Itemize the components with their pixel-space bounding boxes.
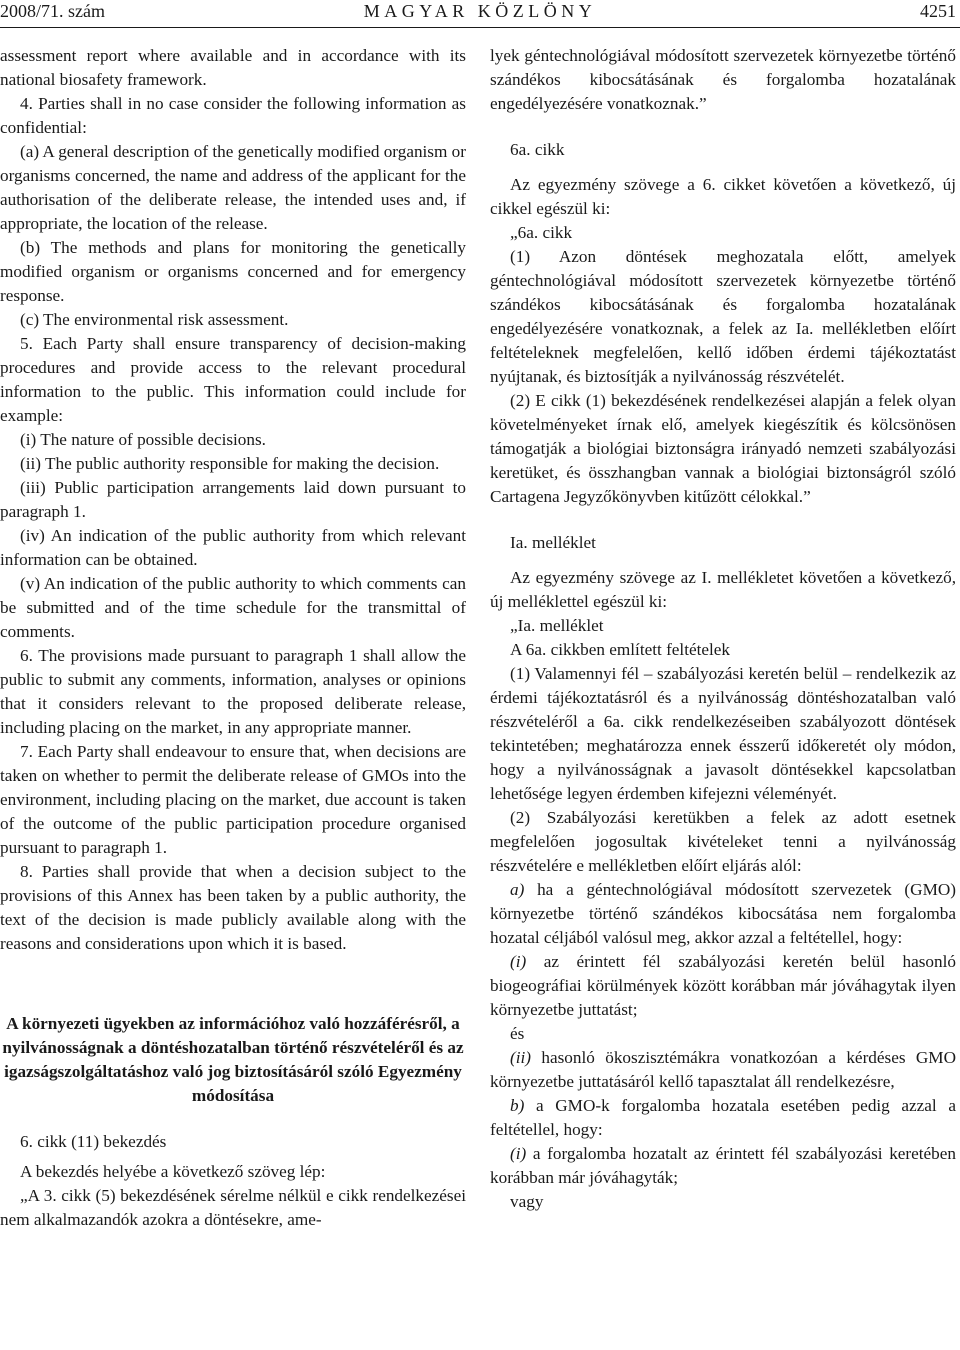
paragraph: (a) A general description of the genetically modified organism or organisms concerned, the name and address of the applicant for the authorisation of the deliberate release, the intended uses and, if appropriate, the location of the release. bbox=[0, 142, 466, 233]
item-text: a forgalomba hozatalt az érintett fél szabályozási keretében korábban már jóváhagyták; bbox=[490, 1144, 956, 1187]
paragraph bbox=[490, 1046, 956, 1094]
article-title: 6a. cikk bbox=[510, 140, 565, 159]
paragraph: (iii) Public participation arrangements laid down pursuant to paragraph 1. bbox=[0, 478, 466, 521]
paragraph: és bbox=[510, 1024, 525, 1043]
paragraph: (2) E cikk (1) bekezdésének rendelkezései alapján a felek olyan követelményeket írnak elő, amelyek kiegészítik és kölcsönösen támogatják a biológiai biztonságra irányadó nemzeti szabályozási keretüket, és összhangban vannak a biológiai biztonságról szóló Cartagena Jegyzőkönyvben kitűzött célokkal.” bbox=[490, 391, 956, 506]
paragraph: 6. cikk (11) bekezdés bbox=[20, 1132, 167, 1151]
paragraph: 5. Each Party shall ensure transparency of decision-making procedures and provide access to the relevant procedural information to the public. This information could include for example: bbox=[0, 334, 466, 425]
paragraph: (1) Azon döntések meghozatala előtt, amelyek géntechnológiával módosított szervezetek környezetbe történő szándékos kibocsátásának és forgalomba hozatalának engedélyezésére vonatkoznak, a felek az Ia. mellékletben előírt feltételeknek megfelelően, kellő időben érdemi tájékoztatást nyújtanak, és biztosítják a nyilvánosság részvételét. bbox=[490, 247, 956, 386]
right-column bbox=[490, 44, 956, 1214]
item-text: hasonló ökoszisztémákra vonatkozóan a kérdéses GMO környezetbe juttatásáról kellő tapasztalat áll rendelkezésre, bbox=[490, 1048, 956, 1091]
paragraph: (b) The methods and plans for monitoring the genetically modified organism or organisms concerned and for emergency response. bbox=[0, 238, 466, 305]
paragraph: assessment report where available and in accordance with its national biosafety framework. bbox=[0, 46, 466, 89]
paragraph: vagy bbox=[510, 1192, 544, 1211]
paragraph: A bekezdés helyébe a következő szöveg lép: bbox=[20, 1162, 326, 1181]
paragraph: „Ia. melléklet bbox=[510, 616, 604, 635]
item-text: a GMO-k forgalomba hozatala esetében pedig azzal a feltétellel, hogy: bbox=[490, 1096, 956, 1139]
left-column bbox=[0, 44, 466, 1232]
paragraph: (ii) The public authority responsible for making the decision. bbox=[20, 454, 440, 473]
section-heading: A környezeti ügyekben az információhoz való hozzáférésről, a nyilvánosságnak a döntéshozatalban történő részvételéről és az igazságszolgáltatáshoz való jog biztosításáról szóló Egyezmény módosítása bbox=[2, 1014, 464, 1105]
paragraph: 6. The provisions made pursuant to paragraph 1 shall allow the public to submit any comments, information, analyses or opinions that it considers relevant to the proposed deliberate release, including placing on the market, in any appropriate manner. bbox=[0, 646, 466, 737]
paragraph: Az egyezmény szövege a 6. cikket követően a következő, új cikkel egészül ki: bbox=[490, 175, 956, 218]
paragraph bbox=[490, 1094, 956, 1142]
paragraph: (1) Valamennyi fél – szabályozási keretén belül – rendelkezik az érdemi tájékoztatásról és a nyilvánosság döntéshozatalban való részvételéről a 6a. cikk rendelkezéseiben szabályozott döntések tekintetében; meghatározza ennek ésszerű időkeretét oly módon, hogy a nyilvánosságnak a javasolt döntésekkel kapcsolatban lehetősége legyen érdemben kifejezni véleményét. bbox=[490, 664, 956, 803]
paragraph: (c) The environmental risk assessment. bbox=[20, 310, 289, 329]
paragraph: (2) Szabályozási keretükben a felek az adott esetnek megfelelően jogosultak kivételeket tenni a nyilvánosság részvételére e mellékletben előírt eljárás alól: bbox=[490, 808, 956, 875]
paragraph: lyek géntechnológiával módosított szervezetek környezetbe történő szándékos kibocsátásának és forgalomba hozatalának engedélyezésére vonatkoznak.” bbox=[490, 46, 956, 113]
page-number: 4251 bbox=[920, 1, 956, 21]
item-label: (i) bbox=[510, 1144, 527, 1163]
item-label: a) bbox=[510, 880, 525, 899]
paragraph: 8. Parties shall provide that when a decision subject to the provisions of this Annex has been taken by a public authority, the text of the decision is made publicly available along with the reasons and considerations upon which it is based. bbox=[0, 862, 466, 953]
paragraph: 4. Parties shall in no case consider the following information as confidential: bbox=[0, 94, 466, 137]
paragraph bbox=[490, 1142, 956, 1190]
paragraph: A 6a. cikkben említett feltételek bbox=[510, 640, 731, 659]
item-label: b) bbox=[510, 1096, 525, 1115]
item-label: (ii) bbox=[510, 1048, 531, 1067]
paragraph: Az egyezmény szövege az I. mellékletet követően a következő, új melléklettel egészül ki: bbox=[490, 568, 956, 611]
paragraph: (i) The nature of possible decisions. bbox=[20, 430, 266, 449]
paragraph: (v) An indication of the public authority to which comments can be submitted and of the time schedule for the transmittal of comments. bbox=[0, 574, 466, 641]
header-rule bbox=[0, 27, 960, 28]
page-header bbox=[0, 0, 960, 26]
issue-number: 2008/71. szám bbox=[0, 1, 105, 21]
paragraph: „A 3. cikk (5) bekezdésének sérelme nélkül e cikk rendelkezései nem alkalmazandók azokra a döntésekre, ame- bbox=[0, 1186, 466, 1229]
paragraph bbox=[490, 878, 956, 950]
paragraph: (iv) An indication of the public authority from which relevant information can be obtained. bbox=[0, 526, 466, 569]
paragraph bbox=[490, 950, 956, 1022]
paragraph: 7. Each Party shall endeavour to ensure that, when decisions are taken on whether to permit the deliberate release of GMOs into the environment, including placing on the market, due account is taken of the outcome of the public participation procedure organised pursuant to paragraph 1. bbox=[0, 742, 466, 857]
item-text: ha a géntechnológiával módosított szervezetek (GMO) környezetbe történő szándékos kibocsátása nem forgalomba hozatal céljából valósul meg, akkor azzal a feltétellel, hogy: bbox=[490, 880, 956, 947]
journal-title: MAGYAR KÖZLÖNY bbox=[363, 1, 597, 21]
item-label: (i) bbox=[510, 952, 527, 971]
paragraph: „6a. cikk bbox=[510, 223, 573, 242]
item-text: az érintett fél szabályozási keretén belül hasonló biogeográfiai körülmények között korábban már jóváhagytak ilyen környezetbe juttatást; bbox=[490, 952, 956, 1019]
annex-title: Ia. melléklet bbox=[510, 533, 596, 552]
